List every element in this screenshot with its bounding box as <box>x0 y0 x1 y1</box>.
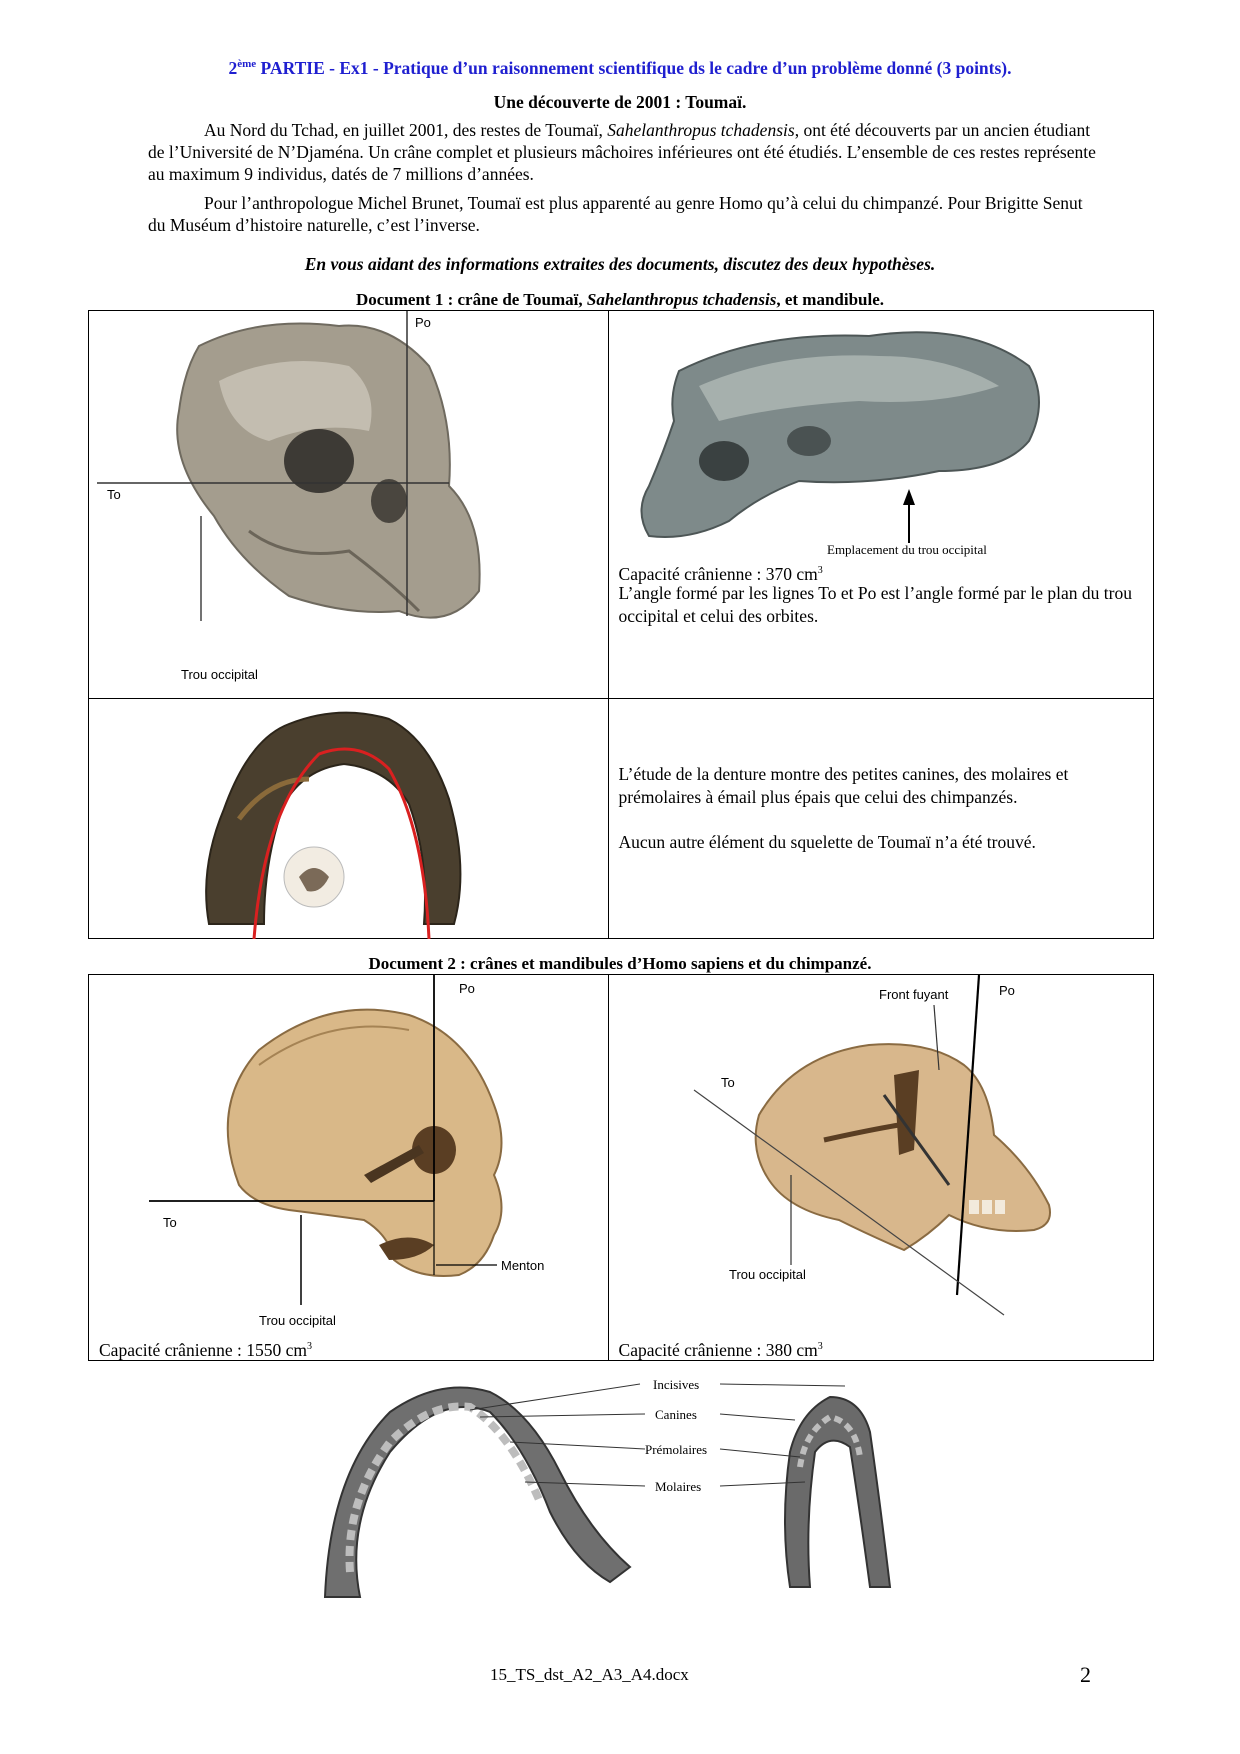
trou-occipital-label: Trou occipital <box>728 1267 806 1282</box>
doc1-skull-front-cell <box>89 311 609 699</box>
doc1-mandible-cell <box>89 699 609 939</box>
doc2-human-cell <box>89 975 609 1361</box>
intro-paragraph-2: Pour l’anthropologue Michel Brunet, Toumaï est plus apparenté au genre Homo qu’à celui du chimpanzé. Pour Brigitte Senut du Muséum d’histoire naturelle, c’est l’inverse. <box>148 193 1083 235</box>
document-1-heading: Document 1 : crâne de Toumaï, Sahelanthropus tchadensis, et mandibule. <box>355 290 885 309</box>
trou-occipital-label: Trou occipital <box>259 1313 336 1328</box>
doc1-skull-side-cell <box>608 311 1153 699</box>
po-label: Po <box>415 315 431 330</box>
incisives-label: Incisives <box>653 1377 700 1392</box>
to-label: To <box>163 1215 177 1230</box>
page-number: 2 <box>1080 1662 1091 1687</box>
premolaires-label: Prémolaires <box>645 1442 708 1457</box>
mandibles-comparison-figure <box>0 1372 1240 1632</box>
intro-paragraph-1: Au Nord du Tchad, en juillet 2001, des restes de Toumaï, Sahelanthropus tchadensis, ont été découverts par un ancien étudiant de l’Université de N’Djaména. Un crâne complet et plusieurs mâchoires inférieures ont été étudiés. L’ensemble de ces restes représente au maximum 9 individus, datés de 7 millions d’années. <box>148 120 1096 184</box>
footer-filename: 15_TS_dst_A2_A3_A4.docx <box>490 1665 689 1684</box>
po-label: Po <box>998 983 1015 998</box>
subtitle: Une découverte de 2001 : Toumaï. <box>493 92 747 112</box>
chimp-skull-figure <box>609 975 1155 1335</box>
human-skull-figure <box>89 975 609 1335</box>
po-label: Po <box>459 981 475 996</box>
page-title: 2ème PARTIE - Ex1 - Pratique d’un raisonnement scientifique ds le cadre d’un problème donné (3 points). <box>228 58 1012 78</box>
document-2-heading: Document 2 : crânes et mandibules d’Homo sapiens et du chimpanzé. <box>368 954 872 973</box>
doc2-chimp-cell <box>608 975 1153 1361</box>
document-1-table <box>88 310 1154 939</box>
cranial-capacity-chimp: Capacité crânienne : 380 $cm^3$ <box>618 1339 823 1360</box>
trou-occipital-label: Trou occipital <box>181 667 258 682</box>
angle-description: L’angle formé par les lignes To et Po est l’angle formé par le plan du trou occipital et celui des orbites. <box>618 583 1132 626</box>
cranial-capacity-toumai: Capacité crânienne : 370 $cm^3$ <box>618 563 823 584</box>
canines-label: Canines <box>655 1407 697 1422</box>
instruction: En vous aidant des informations extraites des documents, discutez des deux hypothèses. <box>304 254 936 274</box>
menton-label: Menton <box>501 1258 545 1273</box>
skeleton-note: Aucun autre élément du squelette de Toumaï n’a été trouvé. <box>618 832 1036 852</box>
doc1-teeth-text-cell <box>608 699 1153 939</box>
toumai-skull-side-figure <box>609 311 1155 561</box>
to-label: To <box>107 487 121 502</box>
toumai-skull-front-figure <box>89 311 609 699</box>
emplacement-label: Emplacement du trou occipital <box>826 542 987 557</box>
molaires-label: Molaires <box>655 1479 702 1494</box>
toumai-mandible-figure <box>89 699 609 939</box>
cranial-capacity-human: Capacité crânienne : 1550 $cm^3$ <box>99 1339 312 1360</box>
document-2-table <box>88 974 1154 1361</box>
to-label: To <box>720 1075 735 1090</box>
front-fuyant-label: Front fuyant <box>878 987 948 1002</box>
teeth-description: L’étude de la denture montre des petites canines, des molaires et prémolaires à émail plus épais que celui des chimpanzés. <box>618 764 1069 807</box>
